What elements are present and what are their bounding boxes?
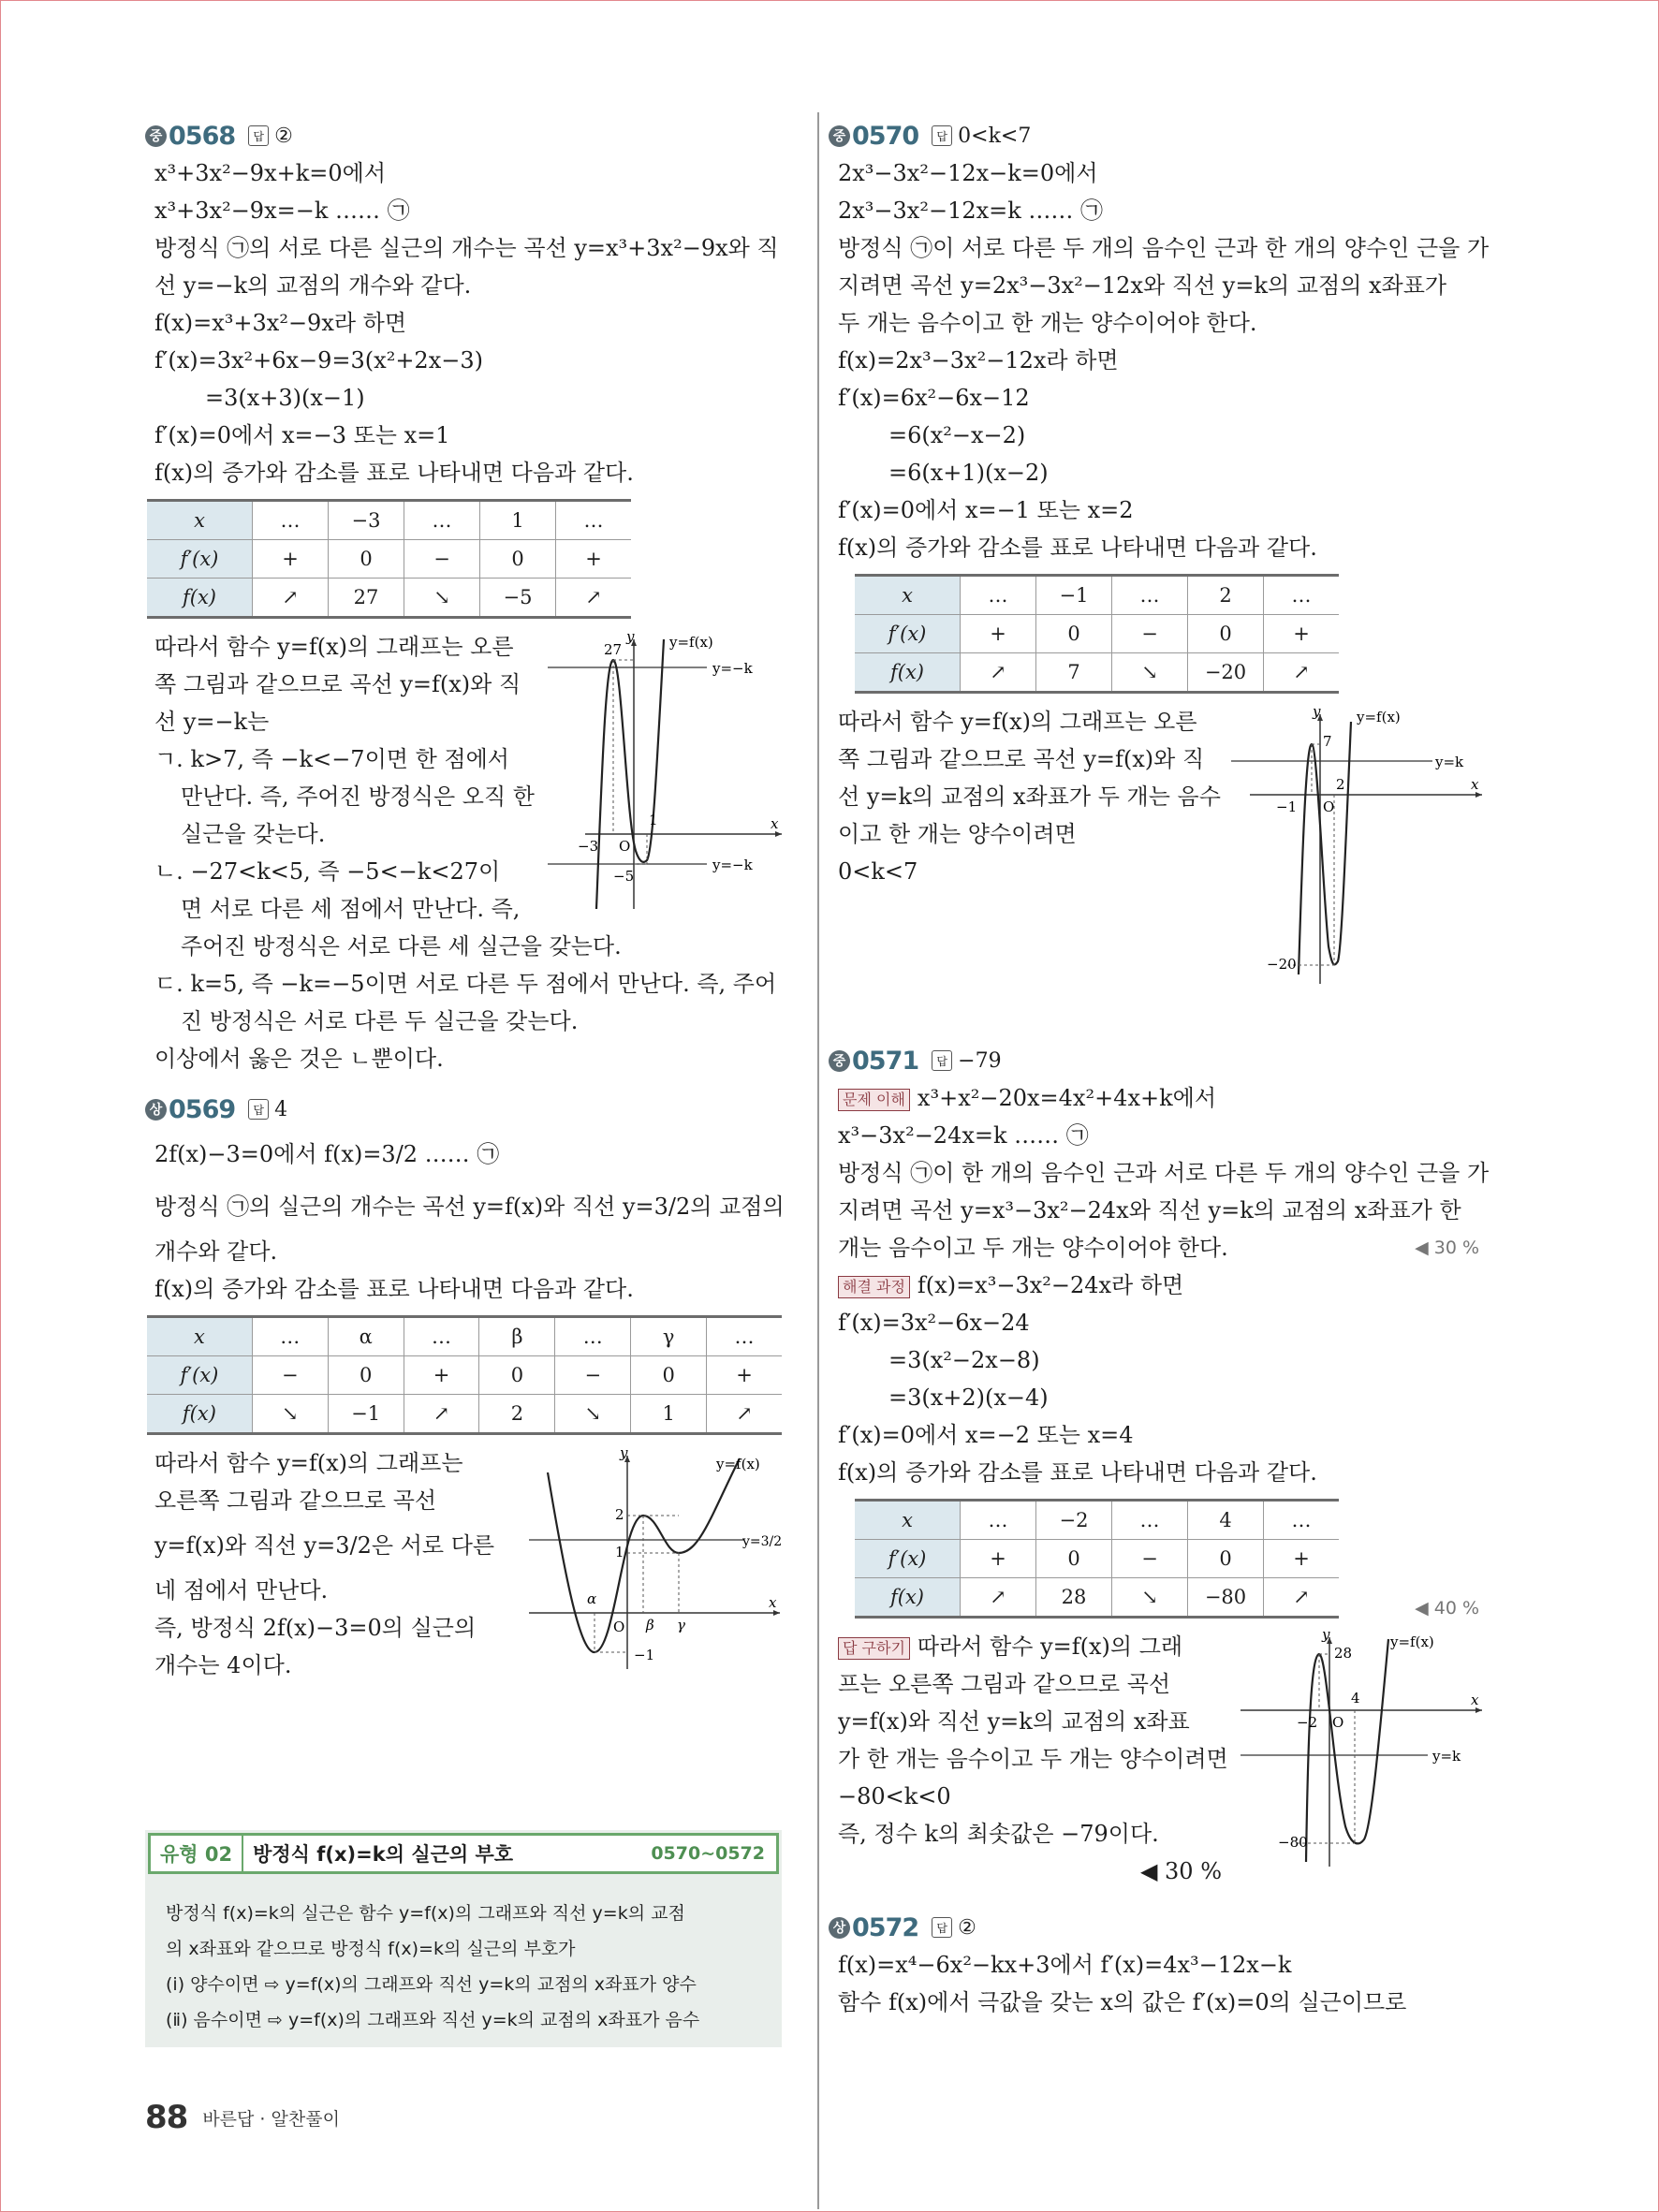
text-line: y=f(x)와 직선 y=k의 교점의 x좌표: [838, 1708, 1190, 1735]
table-cell: +: [253, 540, 329, 579]
table-cell: ↗: [961, 653, 1036, 693]
answer: −79: [958, 1048, 1002, 1073]
table-row-header: f′(x): [855, 1540, 961, 1578]
tick-label: 1: [649, 812, 658, 828]
table-cell: −: [252, 1356, 328, 1395]
answer: ②: [274, 124, 293, 148]
table-cell: −2: [1036, 1501, 1112, 1540]
variation-table-0569: [147, 1315, 782, 1435]
line-label: y=k: [1435, 754, 1464, 770]
text-line: x³+x²−20x=4x²+4x+k에서: [917, 1085, 1216, 1111]
text-line: f′(x)=3x²+6x−9=3(x²+2x−3): [154, 347, 483, 374]
tick-label: −20: [1267, 956, 1297, 973]
book-title: 바른답 · 알찬풀이: [202, 2108, 340, 2130]
table-cell: 0: [479, 1356, 555, 1395]
problem-number: 0569: [169, 1094, 236, 1124]
table-cell: …: [252, 1317, 328, 1356]
table-cell: ↗: [1264, 653, 1340, 693]
table-cell: α: [328, 1317, 404, 1356]
level-badge: 중: [829, 1050, 850, 1072]
table-cell: −1: [1036, 576, 1112, 615]
tick-label: 7: [1323, 733, 1332, 750]
text-line: 0<k<7: [838, 858, 918, 885]
type-body-line: 방정식 f(x)=k의 실근은 함수 y=f(x)의 그래프와 직선 y=k의 교점: [166, 1903, 685, 1924]
text-line: 이상에서 옳은 것은 ㄴ뿐이다.: [154, 1046, 444, 1072]
graph-0571: [1241, 1628, 1484, 1871]
text-line: 방정식 ㉠의 실근의 개수는 곡선 y=f(x)와 직선 y=3/2의 교점의: [154, 1194, 785, 1220]
table-cell: …: [556, 501, 632, 540]
origin-label: O: [613, 1619, 625, 1635]
table-row: [147, 1356, 782, 1395]
table-cell: …: [253, 501, 329, 540]
text-line: x³+3x²−9x=−k …… ㉠: [154, 198, 410, 224]
table-cell: ↗: [1264, 1578, 1340, 1618]
tick-label: α: [587, 1590, 597, 1607]
problem-number: 0571: [852, 1046, 919, 1076]
type-title: 방정식 f(x)=k의 실근의 부호: [253, 1843, 514, 1866]
y-axis-label: y: [1313, 703, 1321, 720]
answer-tag: 답: [932, 125, 952, 146]
text-line: ㄴ. −27<k<5, 즉 −5<−k<27이: [154, 858, 501, 885]
table-cell: 0: [1188, 615, 1264, 653]
graph-explanation-0570: [829, 703, 1231, 1012]
column-divider: [817, 112, 819, 2209]
answer-tag: 답: [932, 1917, 952, 1938]
table-cell: 0: [1188, 1540, 1264, 1578]
table-cell: ↘: [555, 1395, 631, 1434]
table-cell: 7: [1036, 653, 1112, 693]
x-axis-label: x: [1471, 1692, 1479, 1708]
curve-label: y=f(x): [669, 634, 713, 651]
table-cell: ↗: [556, 579, 632, 618]
score-percent: ◀ 30 %: [1415, 1238, 1479, 1258]
text-line: 개수는 4이다.: [154, 1652, 292, 1678]
graph-explanation-0569: [145, 1444, 529, 1688]
text-line: [829, 1267, 1493, 1304]
table-cell: …: [961, 1501, 1036, 1540]
text-line: 2x³−3x²−12x−k=0에서: [838, 160, 1098, 186]
line-label: y=−k: [712, 857, 753, 873]
level-badge: 중: [145, 125, 167, 147]
text-line: 2x³−3x²−12x=k …… ㉠: [838, 198, 1104, 224]
text-line: ㄱ. k>7, 즉 −k<−7이면 한 점에서: [154, 746, 509, 772]
table-row: [147, 1317, 782, 1356]
tick-label: −3: [578, 838, 599, 855]
table-cell: 28: [1036, 1578, 1112, 1618]
text-line: 선 y=−k는: [154, 709, 270, 735]
text-line: [829, 1079, 1493, 1117]
problem-number: 0568: [169, 121, 236, 151]
table-cell: −5: [480, 579, 556, 618]
page-number: 88: [145, 2099, 188, 2136]
text-line: 주어진 방정식은 서로 다른 세 실근을 갖는다.: [181, 933, 622, 960]
type-body-line: (ⅰ) 양수이면 ⇨ y=f(x)의 그래프와 직선 y=k의 교점의 x좌표가 양수: [166, 1974, 697, 1995]
curve-label: y=f(x): [1390, 1633, 1434, 1650]
table-cell: 0: [1036, 1540, 1112, 1578]
tick-label: 28: [1334, 1645, 1353, 1662]
table-cell: …: [1264, 1501, 1340, 1540]
tick-label: β: [646, 1617, 654, 1633]
text-line: 쪽 그림과 같으므로 곡선 y=f(x)와 직: [154, 671, 521, 697]
table-row-header: f(x): [147, 1395, 252, 1434]
table-cell: ↗: [707, 1395, 782, 1434]
text-line: f(x)=x³−3x²−24x라 하면: [917, 1272, 1184, 1298]
table-row: [855, 1578, 1339, 1618]
text-line: 지려면 곡선 y=2x³−3x²−12x와 직선 y=k의 교점의 x좌표가: [838, 272, 1447, 299]
text-line: −80<k<0: [838, 1783, 951, 1809]
text-line: =3(x+3)(x−1): [205, 385, 365, 411]
problem-0572-header: [829, 1909, 1493, 1946]
text-line: f′(x)=0에서 x=−1 또는 x=2: [838, 497, 1134, 523]
tick-label: γ: [677, 1617, 685, 1633]
table-cell: −20: [1188, 653, 1264, 693]
tick-label: −1: [634, 1647, 655, 1663]
text-line: 실근을 갖는다.: [181, 821, 326, 847]
table-cell: −80: [1188, 1578, 1264, 1618]
answer-tag: 답: [248, 1099, 269, 1120]
table-cell: 1: [480, 501, 556, 540]
table-row: [855, 1501, 1339, 1540]
answer: 0<k<7: [958, 124, 1032, 148]
curve-label: y=f(x): [716, 1456, 760, 1472]
x-axis-label: x: [771, 815, 779, 832]
text-line: x³+3x²−9x+k=0에서: [154, 160, 387, 186]
text-line: 따라서 함수 y=f(x)의 그래: [917, 1633, 1183, 1660]
text-line: 쪽 그림과 같으므로 곡선 y=f(x)와 직: [838, 746, 1205, 772]
origin-label: O: [1332, 1714, 1344, 1731]
graph-0569: [529, 1444, 782, 1688]
table-cell: +: [404, 1356, 479, 1395]
text-line: f(x)의 증가와 감소를 표로 나타내면 다음과 같다.: [838, 535, 1317, 561]
text-line: x³−3x²−24x=k …… ㉠: [838, 1122, 1089, 1149]
table-cell: γ: [631, 1317, 707, 1356]
tick-label: −80: [1278, 1834, 1308, 1851]
tick-label: 27: [604, 641, 623, 658]
step-badge: 문제 이해: [838, 1089, 910, 1111]
line-label: y=3/2: [742, 1534, 782, 1549]
text-line: f(x)의 증가와 감소를 표로 나타내면 다음과 같다.: [838, 1459, 1317, 1486]
curve-label: y=f(x): [1357, 709, 1401, 725]
text-line: 선 y=k의 교점의 x좌표가 두 개는 음수: [838, 784, 1221, 810]
text-line: 함수 f(x)에서 극값을 갖는 x의 값은 f′(x)=0의 실근이므로: [838, 1989, 1407, 2015]
variation-table-0568: [147, 499, 631, 619]
table-cell: +: [1264, 615, 1340, 653]
level-badge: 중: [829, 125, 850, 147]
text-line: [829, 1628, 1241, 1665]
x-axis-label: x: [1471, 776, 1479, 793]
table-cell: …: [555, 1317, 631, 1356]
table-row-header: f(x): [855, 653, 961, 693]
table-row: [855, 1540, 1339, 1578]
table-cell: 0: [480, 540, 556, 579]
text-line: f(x)=x³+3x²−9x라 하면: [154, 310, 407, 336]
curve: [1306, 1639, 1388, 1862]
text-line: f(x)=2x³−3x²−12x라 하면: [838, 347, 1119, 374]
y-axis-label: y: [1322, 1628, 1330, 1643]
text-line: 2f(x)−3=0에서 f(x)=3/2 …… ㉠: [154, 1141, 500, 1167]
type-body-line: 의 x좌표와 같으므로 방정식 f(x)=k의 실근의 부호가: [166, 1939, 576, 1959]
tick-label: 2: [615, 1506, 624, 1523]
tick-label: −5: [613, 868, 635, 885]
text-line: 방정식 ㉠의 서로 다른 실근의 개수는 곡선 y=x³+3x²−9x와 직: [154, 235, 779, 261]
table-cell: …: [404, 501, 480, 540]
table-row-header: f(x): [147, 579, 253, 618]
table-row: [147, 1395, 782, 1434]
type-summary-box: [145, 1830, 782, 2047]
type-body: [166, 1896, 699, 2038]
table-cell: β: [479, 1317, 555, 1356]
table-cell: 1: [631, 1395, 707, 1434]
answer-tag: 답: [248, 125, 269, 146]
table-cell: +: [707, 1356, 782, 1395]
text-line: 가 한 개는 음수이고 두 개는 양수이려면: [838, 1746, 1228, 1772]
variation-table-0570: [855, 574, 1339, 694]
type-label: 유형 02: [151, 1836, 243, 1871]
y-axis-label: y: [620, 1444, 628, 1461]
table-row: [855, 653, 1339, 693]
type-body-line: (ⅱ) 음수이면 ⇨ y=f(x)의 그래프와 직선 y=k의 교점의 x좌표가 음수: [166, 2010, 700, 2030]
step-badge: 답 구하기: [838, 1637, 910, 1660]
text-line: f′(x)=6x²−6x−12: [838, 385, 1030, 411]
table-row-header: f′(x): [855, 615, 961, 653]
table-cell: −: [555, 1356, 631, 1395]
text-line: 방정식 ㉠이 한 개의 음수인 근과 서로 다른 두 개의 양수인 근을 가: [838, 1160, 1490, 1186]
table-row-header: x: [147, 1317, 252, 1356]
origin-label: O: [1323, 798, 1335, 815]
level-badge: 상: [145, 1099, 167, 1121]
table-row-header: x: [855, 1501, 961, 1540]
table-cell: 2: [479, 1395, 555, 1434]
table-row: [147, 579, 631, 618]
origin-label: O: [619, 838, 631, 855]
text-line: 진 방정식은 서로 다른 두 실근을 갖는다.: [181, 1008, 579, 1034]
table-cell: −3: [329, 501, 404, 540]
text-line: 개수와 같다.: [154, 1238, 278, 1265]
table-cell: …: [404, 1317, 479, 1356]
text-line: 프는 오른쪽 그림과 같으므로 곡선: [838, 1671, 1171, 1697]
text-line: f(x)의 증가와 감소를 표로 나타내면 다음과 같다.: [154, 1276, 634, 1302]
text-line: 두 개는 음수이고 한 개는 양수이어야 한다.: [838, 310, 1257, 336]
text-line: 네 점에서 만난다.: [154, 1577, 329, 1604]
graph-explanation-0568: [145, 628, 548, 928]
table-row: [855, 576, 1339, 615]
table-row-header: x: [855, 576, 961, 615]
answer: 4: [274, 1097, 288, 1121]
score-percent: ◀ 30 %: [1139, 1858, 1222, 1884]
text-line: 이고 한 개는 양수이려면: [838, 821, 1077, 847]
table-cell: …: [1112, 1501, 1188, 1540]
problem-number: 0570: [852, 121, 919, 151]
page-footer: [145, 2099, 340, 2136]
table-cell: +: [556, 540, 632, 579]
text-line: 선 y=−k의 교점의 개수와 같다.: [154, 272, 472, 299]
text-line: f′(x)=3x²−6x−24: [838, 1310, 1030, 1336]
table-cell: +: [1264, 1540, 1340, 1578]
table-row-header: f(x): [855, 1578, 961, 1618]
table-cell: 0: [328, 1356, 404, 1395]
text-line: 방정식 ㉠이 서로 다른 두 개의 음수인 근과 한 개의 양수인 근을 가: [838, 235, 1490, 261]
problem-0571-header: [829, 1042, 1493, 1079]
level-badge: 상: [829, 1917, 850, 1939]
tick-label: 4: [1351, 1690, 1360, 1707]
table-cell: …: [707, 1317, 782, 1356]
text-line: =3(x+2)(x−4): [888, 1384, 1049, 1411]
text-line: 면 서로 다른 세 점에서 만난다. 즉,: [181, 896, 521, 922]
text-line: 따라서 함수 y=f(x)의 그래프는: [154, 1450, 463, 1476]
table-cell: 27: [329, 579, 404, 618]
text-line: =3(x²−2x−8): [888, 1347, 1040, 1373]
table-cell: −1: [328, 1395, 404, 1434]
table-row-header: f′(x): [147, 540, 253, 579]
step-badge: 해결 과정: [838, 1276, 910, 1298]
table-row: [147, 501, 631, 540]
x-axis-label: x: [769, 1594, 777, 1611]
problem-0569-header: [145, 1091, 782, 1128]
text-line: f(x)의 증가와 감소를 표로 나타내면 다음과 같다.: [154, 460, 634, 486]
table-row-header: f′(x): [147, 1356, 252, 1395]
table-cell: 4: [1188, 1501, 1264, 1540]
problem-0570-header: [829, 117, 1493, 154]
text-line: 따라서 함수 y=f(x)의 그래프는 오른: [838, 709, 1197, 735]
table-cell: ↗: [404, 1395, 479, 1434]
type-range: 0570~0572: [651, 1843, 765, 1864]
text-line: 개는 음수이고 두 개는 양수이어야 한다.: [838, 1235, 1228, 1261]
table-row-header: x: [147, 501, 253, 540]
type-header: [148, 1833, 779, 1874]
line-label: y=−k: [712, 660, 753, 677]
problem-0568-header: [145, 117, 782, 154]
table-cell: −: [404, 540, 480, 579]
table-cell: ↘: [404, 579, 480, 618]
text-line: f(x)=x⁴−6x²−kx+3에서 f′(x)=4x³−12x−k: [838, 1952, 1292, 1978]
text-line: [829, 1229, 1493, 1267]
tick-label: 1: [615, 1544, 624, 1560]
table-cell: …: [1264, 576, 1340, 615]
table-cell: −: [1112, 615, 1188, 653]
right-column: [829, 117, 1493, 2021]
text-line: =6(x+1)(x−2): [888, 460, 1049, 486]
table-cell: 0: [1036, 615, 1112, 653]
table-cell: ↘: [252, 1395, 328, 1434]
text-line: 만난다. 즉, 주어진 방정식은 오직 한: [181, 784, 535, 810]
text-line: f′(x)=0에서 x=−3 또는 x=1: [154, 422, 450, 448]
left-column: [145, 117, 785, 1688]
text-line: 즉, 정수 k의 최솟값은 −79이다.: [838, 1821, 1159, 1847]
text-line: ㄷ. k=5, 즉 −k=−5이면 서로 다른 두 점에서 만난다. 즉, 주어: [154, 971, 777, 997]
table-cell: ↗: [961, 1578, 1036, 1618]
line-label: y=k: [1432, 1748, 1461, 1765]
table-cell: −: [1112, 1540, 1188, 1578]
answer: ②: [958, 1915, 976, 1940]
table-cell: …: [961, 576, 1036, 615]
table-cell: ↗: [253, 579, 329, 618]
table-cell: …: [1112, 576, 1188, 615]
table-cell: 0: [631, 1356, 707, 1395]
text-line: f′(x)=0에서 x=−2 또는 x=4: [838, 1422, 1134, 1448]
curve: [1299, 722, 1351, 974]
graph-explanation-0571: [829, 1628, 1241, 1899]
tick-label: −1: [1276, 798, 1298, 815]
text-line: 따라서 함수 y=f(x)의 그래프는 오른: [154, 634, 514, 660]
text-line: =6(x²−x−2): [888, 422, 1026, 448]
table-cell: 2: [1188, 576, 1264, 615]
y-axis-label: y: [626, 628, 635, 645]
table-cell: +: [961, 615, 1036, 653]
answer-tag: 답: [932, 1050, 952, 1071]
graph-0568: [548, 628, 782, 928]
text-line: 즉, 방정식 2f(x)−3=0의 실근의: [154, 1615, 477, 1641]
text-line: 오른쪽 그림과 같으므로 곡선: [154, 1487, 437, 1514]
table-row: [855, 615, 1339, 653]
tick-label: 2: [1336, 776, 1345, 793]
variation-table-0571: [855, 1499, 1339, 1619]
table-cell: ↘: [1112, 653, 1188, 693]
score-percent: ◀ 40 %: [1415, 1598, 1479, 1619]
text-line: 지려면 곡선 y=x³−3x²−24x와 직선 y=k의 교점의 x좌표가 한: [838, 1197, 1461, 1223]
table-cell: ↘: [1112, 1578, 1188, 1618]
table-cell: +: [961, 1540, 1036, 1578]
problem-number: 0572: [852, 1912, 919, 1942]
table-cell: 0: [329, 540, 404, 579]
table-row: [147, 540, 631, 579]
text-line: y=f(x)와 직선 y=3/2은 서로 다른: [154, 1532, 495, 1559]
graph-0570: [1231, 703, 1484, 1003]
tick-label: −2: [1297, 1714, 1318, 1731]
